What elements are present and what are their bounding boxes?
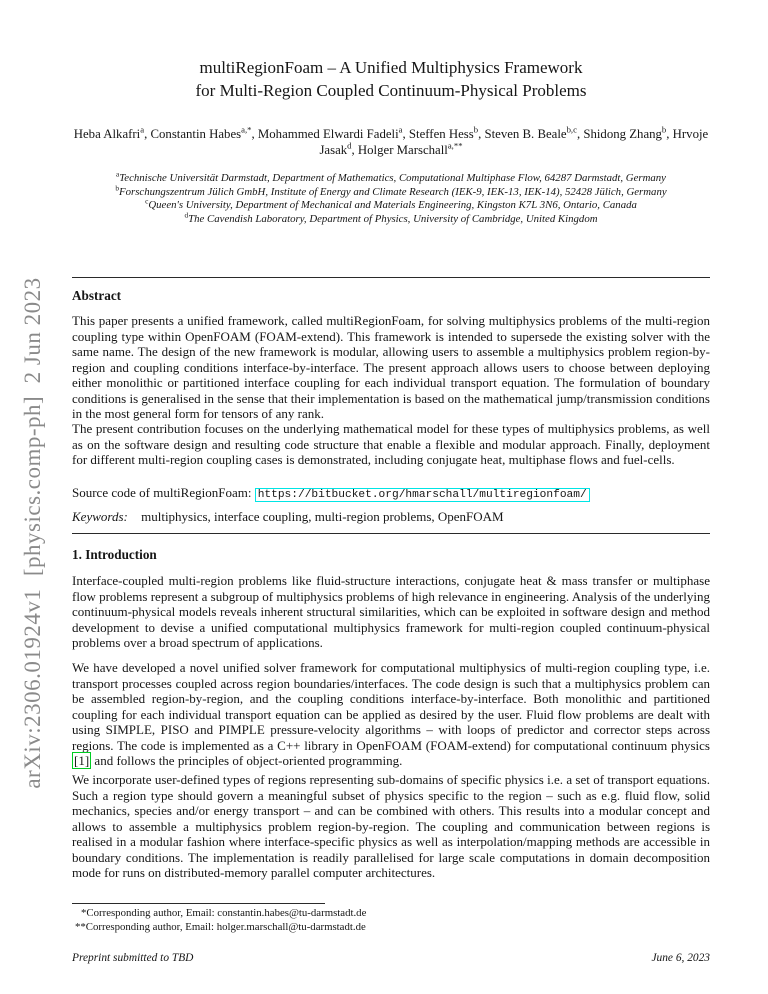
keywords-text: multiphysics, interface coupling, multi-region problems, OpenFOAM bbox=[141, 509, 504, 524]
author: Holger Marschall$^{a,**}$ bbox=[357, 140, 463, 157]
author: Mohammed Elwardi Fadeli$^a$ bbox=[257, 124, 403, 141]
author-line: Heba Alkafri$^a$, Constantin Habes$^{a,*}$, Mohammed Elwardi Fadeli$^a$, Steffen Hess$^b$, Steven B. Beale$^{b,c}$, Shidong Zhang$^b$, Hrvoje Jasak$^d$, Holger Marschall$^{a,**}$ bbox=[73, 124, 709, 157]
citation-link[interactable]: [1] bbox=[74, 753, 90, 768]
page-footer bbox=[72, 952, 710, 964]
abstract-paragraph: The present contribution focuses on the underlying mathematical model for these types of multiphysics problems, as well as on the software design and resulting code structure that enable a flexible and modular approach. Finally, deployment for different multi-region coupling cases is demonstrated, including conjugate heat, multiphase flows and fuel-cells. bbox=[72, 421, 710, 467]
paper-title-line2: for Multi-Region Coupled Continuum-Physical Problems bbox=[195, 81, 587, 100]
paper-title bbox=[72, 56, 710, 102]
source-code-line bbox=[72, 485, 710, 501]
corresponding-author-footnote: *Corresponding author, Email: constantin.habes@tu-darmstadt.de bbox=[81, 907, 367, 919]
affiliation: $^a$Technische Universität Darmstadt, Department of Mathematics, Computational Multiphase Flow, 64287 Darmstadt, Germany bbox=[116, 169, 666, 184]
abstract-heading: Abstract bbox=[72, 288, 122, 303]
affiliation: $^d$The Cavendish Laboratory, Department of Physics, University of Cambridge, United Kingdom bbox=[184, 210, 598, 225]
section-heading-introduction: 1. Introduction bbox=[72, 547, 157, 562]
intro-paragraph: We have developed a novel unified solver framework for computational multiphysics of multi-region coupling type, i.e. transport processes coupled across region boundaries/interfaces. The code design is such that a multiphysics problem can be assembled region-by-region, and the coupling conditions interface-by-interface. Both monolithic and partitioned coupling for each individual transport equation can be applied as desired by the user. Fluid flow problems are dealt with using SIMPLE, PISO and PIMPLE pressure-velocity algorithms – with loops of predictor and corrector steps across regions. The code is implemented as a C++ library in OpenFOAM (FOAM-extend) for computational continuum physics [1] and follows the principles of object-oriented programming. bbox=[72, 660, 710, 768]
divider-top bbox=[72, 277, 710, 278]
author: Constantin Habes$^{a,*}$ bbox=[150, 124, 252, 141]
author: Heba Alkafri$^a$ bbox=[73, 124, 145, 141]
source-code-label: Source code of multiRegionFoam: bbox=[72, 485, 252, 500]
affiliation: $^c$Queen's University, Department of Mechanical and Materials Engineering, Kingston K7L 3N6, Ontario, Canada bbox=[145, 196, 637, 212]
author: Steven B. Beale$^{b,c}$ bbox=[484, 124, 577, 141]
intro-paragraph: We incorporate user-defined types of regions representing sub-domains of specific physics i.e. a set of transport equations. Such a region type should govern a meaningful subset of physics specific to the region – such as e.g. fluid flow, solid mechanics, species and/or energy transport – and can be combined with others. This results into a modular concept and allows to assemble a multiphysics problem region-by-region. The coupling and communication between regions is realised in a modular fashion where interface-specific physics as well as interpolation/mapping methods are accessible in boundary conditions. The implementation is readily parallelised for large scale computations in domain decomposition mode for runs on distributed-memory parallel computer architectures. bbox=[72, 772, 710, 880]
arxiv-watermark: arXiv:2306.01924v1 [physics.comp-ph] 2 Jun 2023 bbox=[20, 277, 45, 789]
author: Shidong Zhang$^b$ bbox=[583, 124, 667, 141]
author: Hrvoje Jasak$^d$ bbox=[319, 127, 709, 157]
paper-title-line1: multiRegionFoam – A Unified Multiphysics Framework bbox=[199, 58, 583, 77]
intro-paragraph: Interface-coupled multi-region problems like fluid-structure interactions, conjugate heat & mass transfer or multiphase flow problems represent a subgroup of multiphysics problems of high relevance in engineering. Analysis of the underlying continuum-physical models reveals inherent structural similarities, which can be exploited in software design and method development to devise a unified computational multiphysics framework for multi-region coupled continuum-physical problems over a broad spectrum of applications. bbox=[72, 573, 710, 650]
footer-date: June 6, 2023 bbox=[651, 952, 710, 964]
source-code-link[interactable]: https://bitbucket.org/hmarschall/multiregionfoam/ bbox=[255, 488, 590, 502]
affiliation: $^b$Forschungszentrum Jülich GmbH, Institute of Energy and Climate Research (IEK-9, IEK-13, IEK-14), 52428 Jülich, Germany bbox=[115, 183, 667, 198]
keywords-label: Keywords: bbox=[72, 509, 128, 524]
divider-keywords bbox=[72, 533, 710, 534]
keywords-line bbox=[72, 509, 710, 525]
footnotes bbox=[72, 907, 710, 934]
footer-preprint-note: Preprint submitted to TBD bbox=[72, 952, 194, 964]
affiliations bbox=[72, 169, 710, 226]
corresponding-author-footnote: **Corresponding author, Email: holger.marschall@tu-darmstadt.de bbox=[75, 920, 366, 933]
footnote-rule bbox=[72, 903, 325, 904]
author: Steffen Hess$^b$ bbox=[408, 124, 479, 141]
abstract-paragraph: This paper presents a unified framework, called multiRegionFoam, for solving multiphysics problems of the multi-region coupling type within OpenFOAM (FOAM-extend). This framework is intended to supersede the existing solver with the same name. The design of the new framework is modular, allowing users to assemble a multiphysics problem region-by-region and coupling conditions interface-by-interface. The present approach allows users to choose between deploying either monolithic or partitioned interface coupling for each individual transport equation. The formulation of boundary conditions is generalised in the sense that their implementation is based on the mathematical jump/transmission conditions in the most general form for tensors of any rank. bbox=[72, 313, 710, 421]
